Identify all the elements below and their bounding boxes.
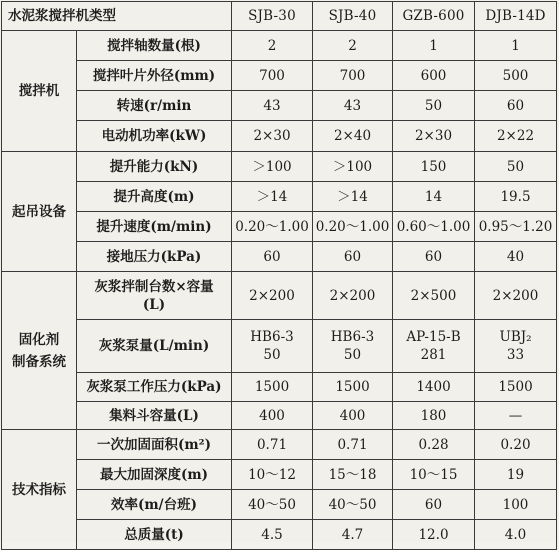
model-header: DJB-14D — [475, 2, 557, 31]
param-label: 电动机功率(kW) — [77, 121, 232, 152]
value-cell: 2×200 — [475, 272, 557, 320]
value-cell: 700 — [232, 61, 313, 91]
param-label: 搅拌轴数量(根) — [77, 31, 232, 61]
value-cell: UBJ₂ 33 — [475, 320, 557, 373]
value-cell: 60 — [475, 91, 557, 121]
value-cell: 1 — [393, 31, 475, 61]
value-cell: 100 — [475, 490, 557, 520]
table-row — [2, 402, 557, 430]
value-cell: 0.20～1.00 — [232, 212, 313, 242]
param-label: 转速(r/min — [77, 91, 232, 121]
group-label-mixer: 搅拌机 — [2, 31, 77, 152]
value-cell: 0.20 — [475, 430, 557, 460]
table-row — [2, 91, 557, 121]
value-cell: 4.0 — [475, 520, 557, 550]
table-title: 水泥浆搅拌机类型 — [2, 2, 232, 31]
value-cell: 180 — [393, 402, 475, 430]
value-cell: 10～15 — [393, 460, 475, 490]
group-label-technical: 技术指标 — [2, 430, 77, 550]
param-label: 灰浆泵量(L/min) — [77, 320, 232, 373]
mixer-spec-table — [1, 1, 557, 550]
value-cell: 1500 — [313, 373, 393, 402]
value-cell: 0.71 — [232, 430, 313, 460]
value-cell: HB6-3 50 — [313, 320, 393, 373]
value-cell: 2×40 — [313, 121, 393, 152]
value-cell: 2×22 — [475, 121, 557, 152]
value-cell: 50 — [475, 152, 557, 182]
table-row — [2, 61, 557, 91]
value-cell: 40～50 — [232, 490, 313, 520]
table-row — [2, 212, 557, 242]
value-cell: HB6-3 50 — [232, 320, 313, 373]
table-row — [2, 430, 557, 460]
table-row — [2, 460, 557, 490]
value-cell: 60 — [393, 490, 475, 520]
value-cell: 1500 — [475, 373, 557, 402]
value-cell: 4.7 — [313, 520, 393, 550]
value-cell: 40～50 — [313, 490, 393, 520]
value-cell: 0.71 — [313, 430, 393, 460]
value-cell: 19.5 — [475, 182, 557, 212]
value-cell: 43 — [313, 91, 393, 121]
param-label: 集料斗容量(L) — [77, 402, 232, 430]
value-cell: — — [475, 402, 557, 430]
table-row — [2, 242, 557, 272]
param-label: 灰浆拌制台数×容量 (L) — [77, 272, 232, 320]
param-label: 总质量(t) — [77, 520, 232, 550]
value-cell: 700 — [313, 61, 393, 91]
table-row — [2, 182, 557, 212]
value-cell: 2×30 — [393, 121, 475, 152]
value-cell: 12.0 — [393, 520, 475, 550]
value-cell: 15～18 — [313, 460, 393, 490]
value-cell: ＞100 — [313, 152, 393, 182]
param-label: 提升能力(kN) — [77, 152, 232, 182]
model-header: SJB-30 — [232, 2, 313, 31]
value-cell: 2×200 — [313, 272, 393, 320]
value-cell: 0.95～1.20 — [475, 212, 557, 242]
param-label: 提升高度(m) — [77, 182, 232, 212]
param-label: 搅拌叶片外径(mm) — [77, 61, 232, 91]
value-cell: 40 — [475, 242, 557, 272]
value-cell: 60 — [232, 242, 313, 272]
table-row — [2, 152, 557, 182]
table-row — [2, 373, 557, 402]
param-label: 提升速度(m/min) — [77, 212, 232, 242]
group-label-hoisting: 起吊设备 — [2, 152, 77, 272]
value-cell: 500 — [475, 61, 557, 91]
value-cell: 1 — [475, 31, 557, 61]
value-cell: 2×200 — [232, 272, 313, 320]
value-cell: 60 — [393, 242, 475, 272]
value-cell: 0.60～1.00 — [393, 212, 475, 242]
table-row — [2, 520, 557, 550]
table-row — [2, 31, 557, 61]
value-cell: 14 — [393, 182, 475, 212]
header-row — [2, 2, 557, 31]
value-cell: 0.20～1.00 — [313, 212, 393, 242]
model-header: SJB-40 — [313, 2, 393, 31]
value-cell: 19 — [475, 460, 557, 490]
value-cell: 1500 — [232, 373, 313, 402]
value-cell: 4.5 — [232, 520, 313, 550]
value-cell: 1400 — [393, 373, 475, 402]
param-label: 最大加固深度(m) — [77, 460, 232, 490]
value-cell: ＞14 — [232, 182, 313, 212]
value-cell: 150 — [393, 152, 475, 182]
table-row — [2, 490, 557, 520]
value-cell: 0.28 — [393, 430, 475, 460]
param-label: 一次加固面积(m²) — [77, 430, 232, 460]
table-row — [2, 320, 557, 373]
value-cell: 400 — [232, 402, 313, 430]
value-cell: 600 — [393, 61, 475, 91]
value-cell: 2 — [313, 31, 393, 61]
table-row — [2, 272, 557, 320]
value-cell: 10～12 — [232, 460, 313, 490]
value-cell: 60 — [313, 242, 393, 272]
param-label: 接地压力(kPa) — [77, 242, 232, 272]
param-label: 灰浆泵工作压力(kPa) — [77, 373, 232, 402]
param-label: 效率(m/台班) — [77, 490, 232, 520]
model-header: GZB-600 — [393, 2, 475, 31]
value-cell: ＞100 — [232, 152, 313, 182]
value-cell: 2×30 — [232, 121, 313, 152]
value-cell: 50 — [393, 91, 475, 121]
value-cell: 43 — [232, 91, 313, 121]
value-cell: ＞14 — [313, 182, 393, 212]
value-cell: 2×500 — [393, 272, 475, 320]
value-cell: AP-15-B 281 — [393, 320, 475, 373]
group-label-grout-system: 固化剂 制备系统 — [2, 272, 77, 430]
table-row — [2, 121, 557, 152]
value-cell: 2 — [232, 31, 313, 61]
value-cell: 400 — [313, 402, 393, 430]
